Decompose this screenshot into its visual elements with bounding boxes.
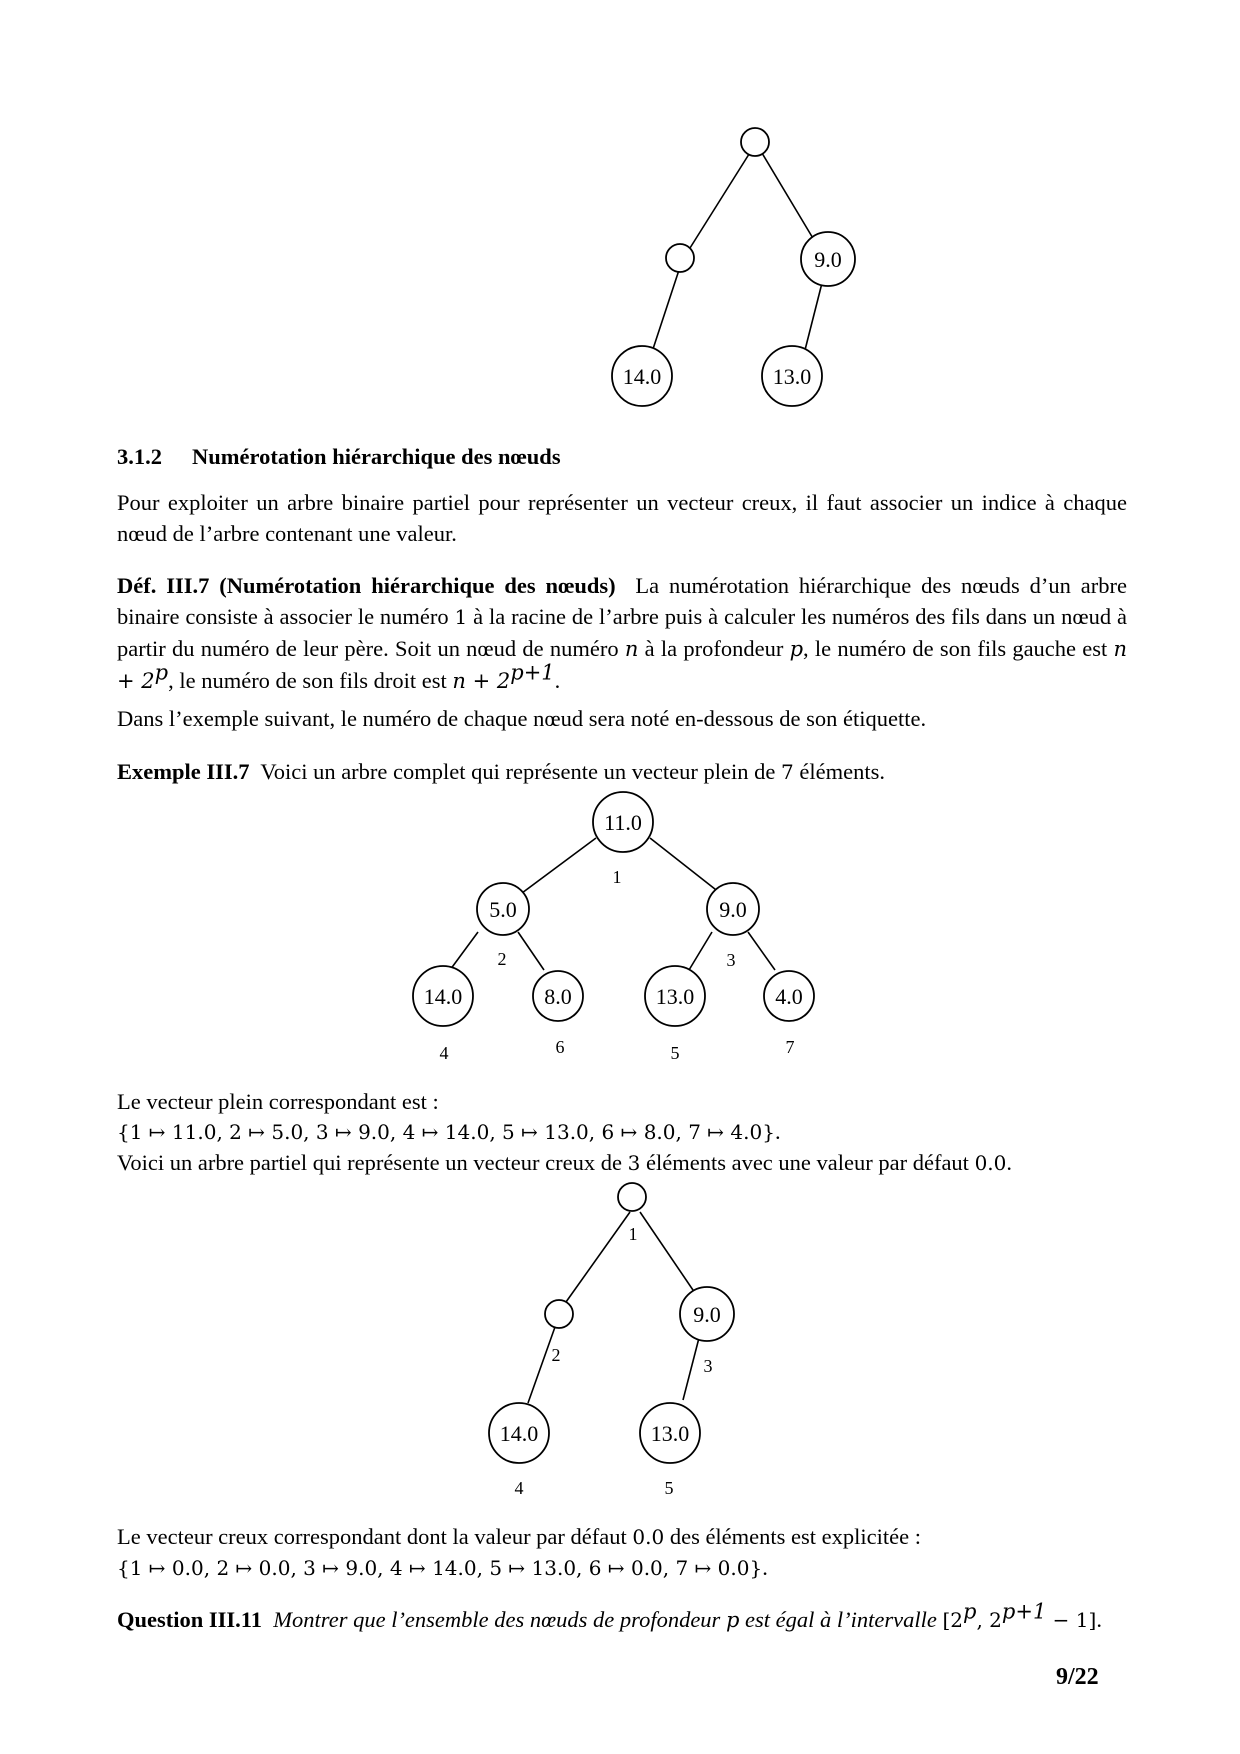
tree-node (666, 244, 694, 272)
node-label: 13.0 (655, 984, 695, 1009)
definition-label: Déf. III.7 (Numérotation hiérarchique des nœuds) (117, 573, 616, 598)
math-exponent: p+1 (510, 660, 555, 685)
node-index: 6 (555, 1037, 565, 1057)
node-index: 5 (664, 1478, 674, 1498)
math-exponent: p (963, 1599, 977, 1624)
node-label: 9.0 (814, 247, 842, 272)
node-label: 14.0 (499, 1421, 539, 1446)
definition-text: à la racine de l’arbre puis à calculer les numéros des fils dans un nœud à partir du numéro de leur père. Soit un nœud de numéro (117, 604, 1127, 661)
node-index: 2 (497, 949, 507, 969)
example-text: Voici un arbre complet qui représente un vecteur plein de (260, 759, 776, 784)
sparse-vector-intro (117, 1521, 1127, 1553)
node-label: 11.0 (604, 810, 642, 835)
sparse-vector-formula (117, 1552, 1127, 1584)
question-label: Question III.11 (117, 1607, 263, 1632)
node-label: 13.0 (650, 1421, 690, 1446)
node-label: 4.0 (775, 984, 803, 1009)
node-label: 8.0 (544, 984, 572, 1009)
math-formula: {1 ↦ 0.0, 2 ↦ 0.0, 3 ↦ 9.0, 4 ↦ 14.0, 5 ↦ 13.0, 6 ↦ 0.0, 7 ↦ 0.0} (117, 1556, 763, 1580)
full-vector-formula (117, 1116, 1127, 1148)
math-formula: , 2 (976, 1608, 1002, 1632)
math-formula: [2 (942, 1608, 963, 1632)
partial-text: Voici un arbre partiel qui représente un vecteur creux de (117, 1150, 622, 1175)
math-var: p (789, 637, 804, 661)
punctuation: . (1096, 1607, 1102, 1632)
math-value: 3 (627, 1151, 641, 1175)
punctuation: . (1006, 1150, 1013, 1175)
tree-figure-full (0, 780, 1240, 1080)
node-index: 3 (726, 950, 736, 970)
definition-text: à la profondeur (644, 636, 784, 661)
page-number: 9/22 (1056, 1664, 1099, 1690)
math-formula: − 1] (1046, 1608, 1097, 1632)
section-title: Numérotation hiérarchique des nœuds (192, 444, 561, 469)
node-label: 13.0 (772, 364, 812, 389)
punctuation: . (774, 1119, 781, 1144)
math-formula: n + 2 (117, 637, 1128, 693)
full-vector-intro: Le vecteur plein correspondant est : (117, 1089, 439, 1114)
math-exponent: p+1 (1001, 1599, 1047, 1624)
node-label: 9.0 (693, 1302, 721, 1327)
tree-figure-top (0, 0, 1240, 420)
sparse-text: des éléments est explicitée : (669, 1524, 921, 1549)
tree-figure-partial (0, 1180, 1240, 1510)
node-index: 2 (551, 1345, 561, 1365)
math-exponent: p (154, 660, 169, 685)
definition-text: La numérotation hiérarchique des nœuds d’un arbre binaire consiste à associer le numéro (117, 573, 1128, 629)
math-formula: {1 ↦ 11.0, 2 ↦ 5.0, 3 ↦ 9.0, 4 ↦ 14.0, 5 ↦ 13.0, 6 ↦ 8.0, 7 ↦ 4.0} (117, 1120, 775, 1144)
math-value: 0.0 (974, 1151, 1007, 1175)
math-value: 1 (454, 605, 468, 629)
node-index: 5 (670, 1043, 680, 1063)
section-intro: Pour exploiter un arbre binaire partiel pour représenter un vecteur creux, il faut associer un indice à chaque nœud de l’arbre contenant une valeur. (117, 490, 1127, 546)
punctuation: . (554, 668, 561, 693)
node-index: 4 (514, 1478, 524, 1498)
question-text: Montrer que l’ensemble des nœuds de profondeur (273, 1607, 721, 1632)
tree-node (618, 1183, 646, 1211)
math-value: 0.0 (632, 1525, 665, 1549)
sparse-text: Le vecteur creux correspondant dont la valeur par défaut (117, 1524, 627, 1549)
node-index: 1 (612, 867, 622, 887)
math-var: p (725, 1608, 740, 1632)
node-label: 14.0 (423, 984, 463, 1009)
definition-block (117, 570, 1127, 697)
punctuation: . (762, 1555, 768, 1580)
tree-node (741, 128, 769, 156)
section-heading (117, 441, 1127, 472)
example-text: éléments. (799, 759, 885, 784)
math-value: 7 (781, 760, 794, 784)
example-label: Exemple III.7 (117, 759, 250, 784)
partial-intro (117, 1147, 1127, 1179)
math-formula: n + 2 (452, 669, 511, 693)
question-block (117, 1599, 1127, 1636)
node-index: 3 (703, 1356, 713, 1376)
partial-text: éléments avec une valeur par défaut (645, 1150, 969, 1175)
section-number: 3.1.2 (117, 444, 162, 469)
node-label: 9.0 (719, 897, 747, 922)
example-note: Dans l’exemple suivant, le numéro de chaque nœud sera noté en-dessous de son étiquette. (117, 706, 927, 731)
node-label: 14.0 (622, 364, 662, 389)
node-index: 1 (628, 1224, 638, 1244)
node-label: 5.0 (489, 897, 517, 922)
tree-node (545, 1300, 573, 1328)
definition-text: , le numéro de son fils gauche est (803, 636, 1108, 661)
node-index: 7 (785, 1037, 795, 1057)
math-var: n (624, 637, 639, 661)
definition-text: , le numéro de son fils droit est (168, 668, 447, 693)
question-text: est égal à l’intervalle (745, 1607, 937, 1632)
node-index: 4 (439, 1043, 449, 1063)
